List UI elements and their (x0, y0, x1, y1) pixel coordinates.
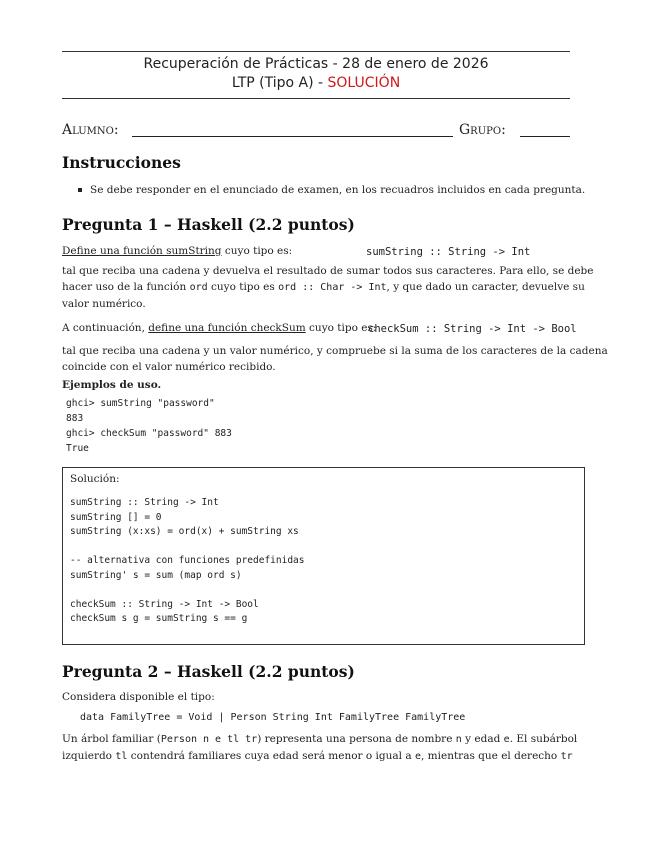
grupo-field[interactable] (520, 136, 570, 137)
code-line: sumString' s = sum (map ord s) (70, 569, 242, 581)
bullet-icon (78, 188, 82, 192)
grupo-label: Grupo: (459, 122, 506, 138)
examples-heading: Ejemplos de uso. (62, 379, 162, 391)
sumstring-signature: sumString :: String -> Int (366, 246, 531, 258)
q1-solution-box[interactable] (62, 467, 585, 645)
q1-define-sumstring: Define una función sumString cuyo tipo es: (62, 245, 293, 257)
usage-examples (66, 396, 232, 456)
instructions-heading: Instrucciones (62, 153, 181, 172)
q1-define-checksum: A continuación, define una función checkSum cuyo tipo es: (62, 322, 377, 334)
q1-checksum-description: tal que reciba una cadena y un valor numérico, y compruebe si la suma de los caracteres de la cadena coincide con el valor numérico recibido. (62, 345, 608, 373)
exam-subtitle (62, 75, 570, 91)
exam-title: Recuperación de Prácticas - 28 de enero de 2026 (143, 56, 489, 72)
define-checksum-underlined: define una función checkSum (148, 322, 306, 334)
familytree-declaration: data FamilyTree = Void | Person String Int FamilyTree FamilyTree (80, 712, 466, 723)
code-line: sumString (x:xs) = ord(x) + sumString xs (70, 526, 299, 537)
question-2-heading: Pregunta 2 – Haskell (2.2 puntos) (62, 662, 355, 681)
q2-description: Un árbol familiar (Person n e tl tr) representa una persona de nombre n y edad e. El subárbol izquierdo tl contendrá familiares cuya edad será menor o igual a e, mientras que el derecho tr (62, 733, 578, 762)
instruction-item (78, 184, 586, 196)
define-sumstring-underlined: Define una función sumString (62, 245, 222, 257)
checksum-signature: checkSum :: String -> Int -> Bool (368, 323, 577, 335)
solution-label: Solución: (70, 473, 120, 485)
code-line: -- alternativa con funciones predefinidas (70, 555, 305, 566)
example-line: 883 (66, 413, 84, 424)
code-line: checkSum s g = sumString s == g (70, 613, 248, 624)
solution-tag: SOLUCIÓN (327, 75, 401, 91)
alumno-field[interactable] (132, 136, 453, 137)
q1-description: tal que reciba una cadena y devuelva el resultado de sumar todos sus caracteres. Para ello, se debe hacer uso de la función ord cuyo tipo es ord :: Char -> Int, y que dado un caracter, devuelve su valor numérico. (62, 265, 594, 310)
header-bottom-rule (62, 98, 570, 99)
example-line: ghci> checkSum "password" 883 (66, 428, 232, 439)
solution-code (70, 496, 305, 627)
code-line: checkSum :: String -> Int -> Bool (70, 598, 259, 610)
exam-type: LTP (Tipo A) - (231, 75, 328, 91)
code-line: sumString :: String -> Int (70, 497, 219, 508)
q2-intro: Considera disponible el tipo: (62, 691, 215, 703)
instruction-text: Se debe responder en el enunciado de examen, en los recuadros incluidos en cada pregunta. (90, 184, 586, 196)
code-line (70, 583, 305, 598)
example-line: True (66, 443, 89, 454)
alumno-label: Alumno: (62, 122, 119, 138)
question-1-heading: Pregunta 1 – Haskell (2.2 puntos) (62, 215, 355, 234)
code-line: sumString [] = 0 (70, 511, 162, 523)
header-top-rule (62, 51, 570, 52)
example-line: ghci> sumString "password" (66, 398, 215, 409)
code-line (70, 540, 305, 555)
